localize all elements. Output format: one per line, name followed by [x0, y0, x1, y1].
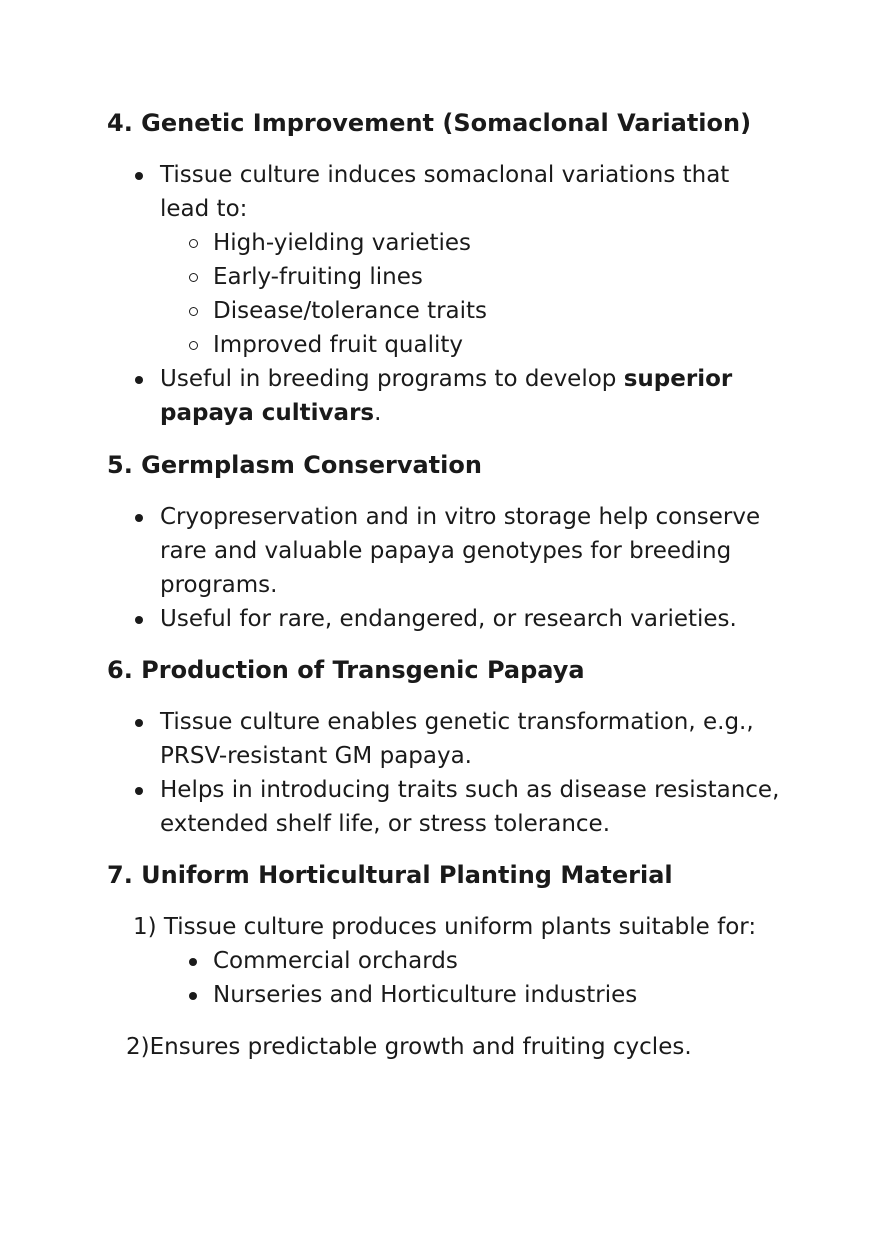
s7-numbered-item-2: 2)Ensures predictable growth and fruiting cycles. [126, 1034, 692, 1060]
section-5-heading: 5. Germplasm Conservation [107, 451, 482, 479]
s6-bullet-2-line-2: extended shelf life, or stress tolerance. [160, 811, 611, 837]
s5-bullet-1-line-2: rare and valuable papaya genotypes for breeding [160, 538, 732, 564]
s4-bullet-2-line-2: papaya cultivars. [160, 400, 382, 426]
section-4-heading: 4. Genetic Improvement (Somaclonal Variation) [107, 109, 752, 137]
s6-bullet-1-line-2: PRSV-resistant GM papaya. [160, 743, 472, 769]
section-7-heading: 7. Uniform Horticultural Planting Material [107, 861, 673, 889]
document-page: 4. Genetic Improvement (Somaclonal Variation) Tissue culture induces somaclonal variations that lead to: High-yielding varieties Early-fruiting lines Disease/tolerance traits Improved fruit quality Useful in breeding programs to develop superior papaya cultivars. 5. Germplasm Conservation Cryopreservation and in vitro storage help conserve rare and valuable papaya genotypes for breeding programs. Useful for rare, endangered, or research varieties. 6. Production of Transgenic Papaya Tissue culture enables genetic transformation, e.g., PRSV-resistant GM papaya. Helps in introducing traits such as disease resistance, extended shelf life, or stress tolerance. 7. Uniform Horticultural Planting Material 1) Tissue culture produces uniform plants suitable for: Commercial orchards Nurseries and Horticulture industries 2)Ensures predictable growth and fruiting cycles. [0, 0, 880, 1243]
s4-bullet-1-line-2: lead to: [160, 196, 248, 222]
s5-bullet-1-line-3: programs. [160, 572, 278, 598]
s7-numbered-item-1: 1) Tissue culture produces uniform plants suitable for: [133, 914, 757, 940]
s4-bullet-1-line-1: Tissue culture induces somaclonal variations that [160, 162, 730, 188]
section-6-heading: 6. Production of Transgenic Papaya [107, 656, 585, 684]
